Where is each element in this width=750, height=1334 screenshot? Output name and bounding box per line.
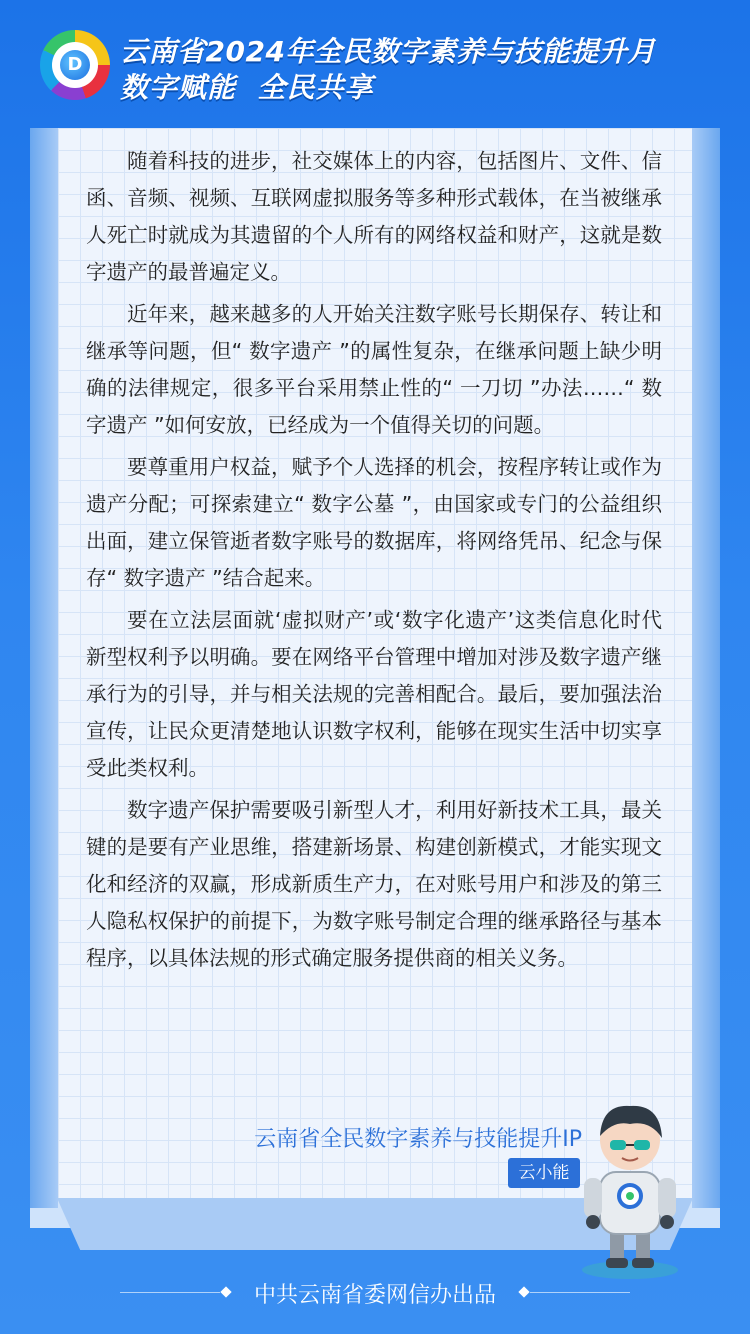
article-paragraph: 要在立法层面就‘虚拟财产’或‘数字化遗产’这类信息化时代新型权利予以明确。要在网络平台管理中增加对涉及数字遗产继承行为的引导，并与相关法规的完善相配合。最后，要加强法治宣传，让民众更清楚地认识数字权利，能够在现实生活中切实享受此类权利。 xyxy=(86,608,662,780)
mascot-name-badge: 云小能 xyxy=(508,1158,580,1188)
article-body xyxy=(86,143,662,982)
robot-mascot-icon xyxy=(570,1090,690,1280)
article-paragraph: 数字遗产保护需要吸引新型人才，利用好新技术工具，最关键的是要有产业思维，搭建新场景、构建创新模式，才能实现文化和经济的双赢，形成新质生产力，在对账号用户和涉及的第三人隐私权保护的前提下，为数字账号制定合理的继承路径与基本程序，以具体法规的形式确定服务提供商的相关义务。 xyxy=(86,798,662,970)
footer-divider-right xyxy=(530,1292,630,1293)
campaign-slogan: 数字赋能 全民共享 xyxy=(120,71,374,104)
panel-edge-right xyxy=(692,128,720,1208)
article-paragraph: 要尊重用户权益，赋予个人选择的机会，按程序转让或作为遗产分配；可探索建立“ 数字公墓 ”，由国家或专门的公益组织出面，建立保管逝者数字账号的数据库，将网络凭吊、纪念与保存“ 数字遗产 ”结合起来。 xyxy=(86,455,662,590)
panel-edge-left xyxy=(30,128,58,1208)
footer xyxy=(0,1272,750,1312)
campaign-title: 云南省2024年全民数字素养与技能提升月 xyxy=(120,35,656,68)
article-paragraph: 近年来，越来越多的人开始关注数字账号长期保存、转让和继承等问题，但“ 数字遗产 ”的属性复杂，在继承问题上缺少明确的法律规定，很多平台采用禁止性的“ 一刀切 ”办法……“ 数字遗产 ”如何安放，已经成为一个值得关切的问题。 xyxy=(86,302,662,437)
ip-signature: 云南省全民数字素养与技能提升IP xyxy=(254,1127,582,1152)
digital-d-logo-icon: D xyxy=(40,30,110,100)
footer-credit: 中共云南省委网信办出品 xyxy=(253,1283,496,1308)
header xyxy=(0,0,750,120)
article-paragraph: 随着科技的进步，社交媒体上的内容，包括图片、文件、信函、音频、视频、互联网虚拟服务等多种形式载体，在当被继承人死亡时就成为其遗留的个人所有的网络权益和财产，这就是数字遗产的最普遍定义。 xyxy=(86,149,662,284)
